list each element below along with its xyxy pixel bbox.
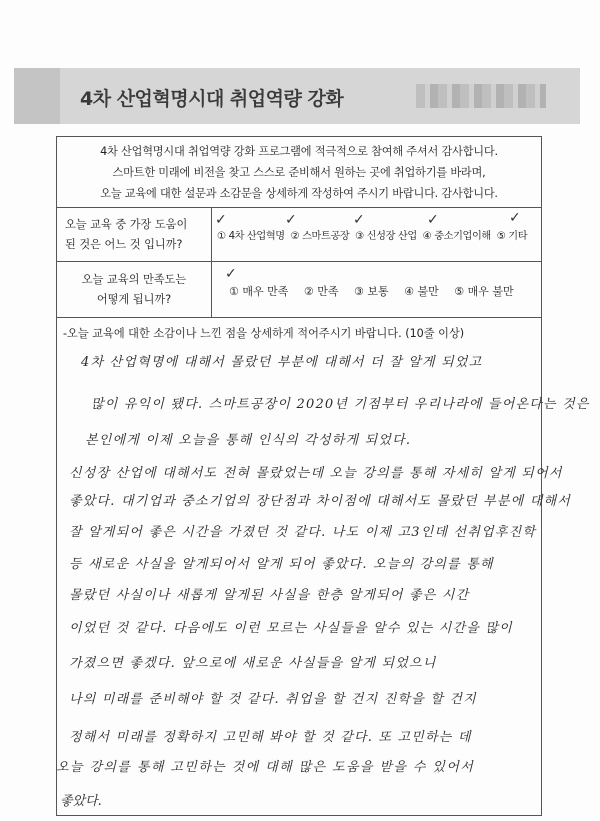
q2-option-5[interactable]: ⑤ 매우 불만 [454,285,514,298]
question-2-options [229,283,526,299]
essay-line: 신성장 산업에 대해서도 전혀 몰랐었는데 오늘 강의를 통해 자세히 알게 되어서 [69,466,563,481]
q1-option-5[interactable]: ⑤ 기타 [496,231,528,242]
check-mark-icon: ✓ [427,212,439,228]
intro-text [57,137,541,208]
question-1-line-2: 된 것은 어느 것 입니까? [65,238,183,251]
essay-line-overflow: 좋았다. [60,794,102,809]
essay-line: 본인에게 이제 오늘을 통해 인식의 각성하게 되었다. [85,433,412,448]
check-mark-icon: ✓ [285,212,297,228]
question-1-line-1: 오늘 교육 중 가장 도움이 [65,218,188,231]
essay-line: 이었던 것 같다. 다음에도 이런 모르는 사실들을 알수 있는 시간을 많이 [69,621,513,636]
header-accent [14,68,60,124]
check-mark-icon: ✓ [225,266,237,282]
question-2-row [57,262,541,318]
essay-prompt: -오늘 교육에 대한 소감이나 느낀 점을 상세하게 적어주시기 바랍니다. (10줄 이상) [63,327,465,340]
survey-form [56,136,590,816]
essay-line: 4차 산업혁명에 대해서 몰랐던 부분에 대해서 더 잘 알게 되었고 [81,355,483,370]
check-mark-icon: ✓ [509,210,521,226]
q1-option-4[interactable]: ④ 중소기업이해 [422,231,491,242]
q2-option-2[interactable]: ② 만족 [303,285,339,298]
essay-line: 많이 유익이 됐다. 스마트공장이 2020년 기점부터 우리나라에 들어온다는 것은 [91,397,590,412]
essay-line: 잘 알게되어 좋은 시간을 가졌던 것 같다. 나도 이제 고3인데 선취업후진학 [69,525,537,540]
q1-option-3[interactable]: ③ 신성장 산업 [355,231,417,242]
essay-line: 등 새로운 사실을 알게되어서 알게 되어 좋았다. 오늘의 강의를 통해 [69,557,494,572]
q1-option-1[interactable]: ① 4차 산업혁명 [217,231,285,242]
essay-line: 좋았다. 대기업과 중소기업의 장단점과 차이점에 대해서도 몰랐던 부분에 대해서 [69,494,572,509]
q2-option-3[interactable]: ③ 보통 [353,285,389,298]
question-2-label [57,262,212,317]
page-title: 4차 산업혁명시대 취업역량 강화 [80,88,344,110]
question-1-options [217,227,530,242]
intro-line-1: 4차 산업혁명시대 취업역량 강화 프로그램에 적극적으로 참여해 주셔서 감사합니다. [100,145,498,158]
q1-option-2[interactable]: ② 스마트공장 [290,231,350,242]
q2-option-4[interactable]: ④ 불만 [404,285,439,298]
question-1-label [57,208,212,261]
essay-line: 가졌으면 좋겠다. 앞으로에 새로운 사실들을 알게 되었으니 [69,656,437,671]
essay-line: 정해서 미래를 정확하지 고민해 봐야 할 것 같다. 또 고민하는 데 [69,730,472,745]
redacted-logo [416,84,546,108]
question-2-line-1: 오늘 교육의 만족도는 [81,273,187,286]
essay-line: 나의 미래를 준비해야 할 것 같다. 취업을 할 건지 진학을 할 건지 [69,692,477,707]
check-mark-icon: ✓ [215,212,227,228]
intro-line-3: 오늘 교육에 대한 설문과 소감문을 상세하게 작성하여 주시기 바랍니다. 감사합니다. [100,187,498,200]
question-1-row [57,208,541,262]
q2-option-1[interactable]: ① 매우 만족 [229,285,289,298]
question-2-line-2: 어떻게 됩니까? [96,293,172,306]
intro-line-2: 스마트한 미래에 비전을 찾고 스스로 준비해서 원하는 곳에 취업하기를 바라며, [112,166,486,179]
essay-line-overflow: 오늘 강의를 통해 고민하는 것에 대해 많은 도움을 받을 수 있어서 [56,760,475,775]
essay-line: 몰랐던 사실이나 새롭게 알게된 사실을 한층 알게되어 좋은 시간 [69,588,470,603]
check-mark-icon: ✓ [353,212,365,228]
header-bar [14,68,580,124]
